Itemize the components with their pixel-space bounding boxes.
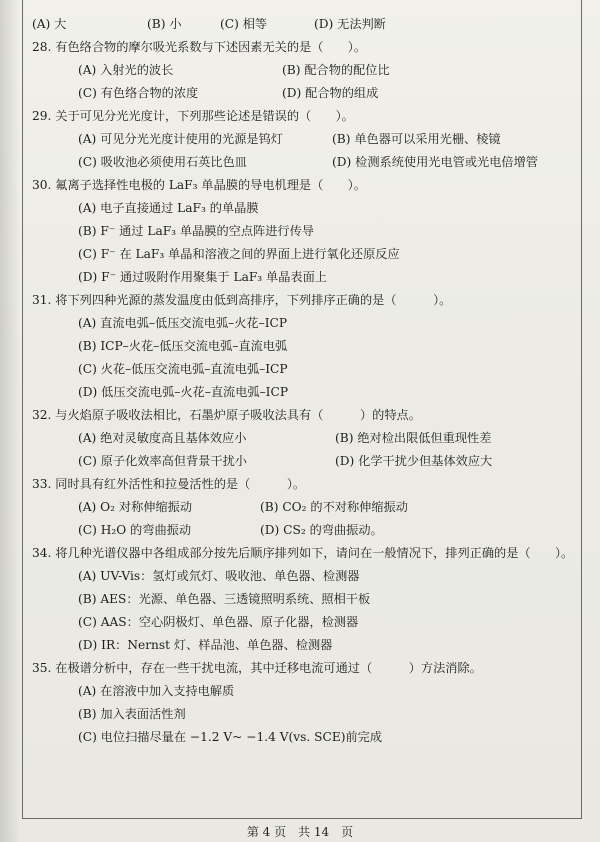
options-row [32,315,577,338]
options-row [32,338,577,361]
question-stem: 有色络合物的摩尔吸光系数与下述因素无关的是（ ）。 [55,40,367,54]
page-shadow-edge [0,0,20,842]
option-a: (A) O₂ 对称伸缩振动 [78,500,193,514]
question-28 [32,39,577,62]
question-number: 32. [32,408,52,422]
option-b: (B) 配合物的配位比 [282,63,390,77]
carryover-options [32,16,577,39]
question-33 [32,476,577,499]
option-d: (D) 化学干扰少但基体效应大 [335,454,493,468]
options-row [32,85,577,108]
question-stem: 在极谱分析中，存在一些干扰电流，其中迁移电流可通过（ ）方法消除。 [55,661,482,675]
options-row [32,154,577,177]
question-number: 29. [32,109,52,123]
question-number: 28. [32,40,52,54]
options-row [32,62,577,85]
options-row [32,131,577,154]
question-stem: 与火焰原子吸收法相比，石墨炉原子吸收法具有（ ）的特点。 [55,408,421,422]
option-b: (B) F⁻ 通过 LaF₃ 单晶膜的空点阵进行传导 [78,224,314,238]
question-list [32,16,577,752]
option-b: (B) 单色器可以采用光栅、棱镜 [332,132,501,146]
options-row [32,246,577,269]
option-b: (B) 加入表面活性剂 [78,707,186,721]
option-d: (D) 检测系统使用光电管或光电倍增管 [332,155,538,169]
question-number: 34. [32,546,52,560]
question-34 [32,545,577,568]
question-number: 33. [32,477,52,491]
option-b: (B) 小 [147,17,182,31]
options-row [32,223,577,246]
option-d: (D) 低压交流电弧–火花–直流电弧–ICP [78,385,289,399]
options-row [32,568,577,591]
page-footer: 第 4 页 共 14 页 [246,825,354,839]
option-c: (C) 电位扫描尽量在 −1.2 V~ −1.4 V(vs. SCE)前完成 [78,730,383,744]
option-b: (B) 绝对检出限低但重现性差 [335,431,492,445]
option-d: (D) F⁻ 通过吸附作用聚集于 LaF₃ 单晶表面上 [78,270,327,284]
question-stem: 将下列四种光源的蒸发温度由低到高排序，下列排序正确的是（ ）。 [55,293,452,307]
option-d: (D) 无法判断 [314,17,386,31]
options-row [32,200,577,223]
option-b: (B) CO₂ 的不对称伸缩振动 [260,500,408,514]
question-number: 31. [32,293,52,307]
option-c: (C) 相等 [220,17,268,31]
options-row [32,614,577,637]
option-a: (A) 可见分光光度计使用的光源是钨灯 [78,132,283,146]
option-d: (D) CS₂ 的弯曲振动。 [260,523,383,537]
options-row [32,269,577,292]
options-row [32,361,577,384]
option-b: (B) AES：光源、单色器、三透镜照明系统、照相干板 [78,592,371,606]
question-stem: 关于可见分光光度计，下列那些论述是错误的（ ）。 [55,109,354,123]
option-a: (A) 在溶液中加入支持电解质 [78,684,235,698]
option-a: (A) UV-Vis：氢灯或氘灯、吸收池、单色器、检测器 [78,569,360,583]
option-c: (C) 原子化效率高但背景干扰小 [78,454,247,468]
options-row [32,683,577,706]
options-row [32,499,577,522]
question-stem: 将几种光谱仪器中各组成部分按先后顺序排列如下，请问在一般情况下，排列正确的是（ ）。 [55,546,574,560]
question-stem: 氟离子选择性电极的 LaF₃ 单晶膜的导电机理是（ ）。 [55,178,366,192]
question-30 [32,177,577,200]
option-c: (C) 吸收池必须使用石英比色皿 [78,155,247,169]
option-d: (D) IR：Nernst 灯、样品池、单色器、检测器 [78,638,333,652]
option-c: (C) 有色络合物的浓度 [78,86,199,100]
question-32 [32,407,577,430]
option-a: (A) 直流电弧–低压交流电弧–火花–ICP [78,316,288,330]
options-row [32,706,577,729]
option-d: (D) 配合物的组成 [282,86,379,100]
options-row [32,729,577,752]
option-c: (C) H₂O 的弯曲振动 [78,523,192,537]
question-31 [32,292,577,315]
option-a: (A) 电子直接通过 LaF₃ 的单晶膜 [78,201,259,215]
option-a: (A) 绝对灵敏度高且基体效应小 [78,431,247,445]
options-row [32,522,577,545]
options-row [32,430,577,453]
option-c: (C) F⁻ 在 LaF₃ 单晶和溶液之间的界面上进行氧化还原反应 [78,247,400,261]
option-a: (A) 入射光的波长 [78,63,174,77]
question-35 [32,660,577,683]
question-number: 30. [32,178,52,192]
options-row [32,637,577,660]
options-row [32,591,577,614]
question-stem: 同时具有红外活性和拉曼活性的是（ ）。 [55,477,306,491]
option-c: (C) AAS：空心阴极灯、单色器、原子化器，检测器 [78,615,359,629]
options-row [32,384,577,407]
option-b: (B) ICP–火花–低压交流电弧–直流电弧 [78,339,288,353]
options-row [32,453,577,476]
question-29 [32,108,577,131]
option-a: (A) 大 [32,17,67,31]
option-c: (C) 火花–低压交流电弧–直流电弧–ICP [78,362,288,376]
question-number: 35. [32,661,52,675]
